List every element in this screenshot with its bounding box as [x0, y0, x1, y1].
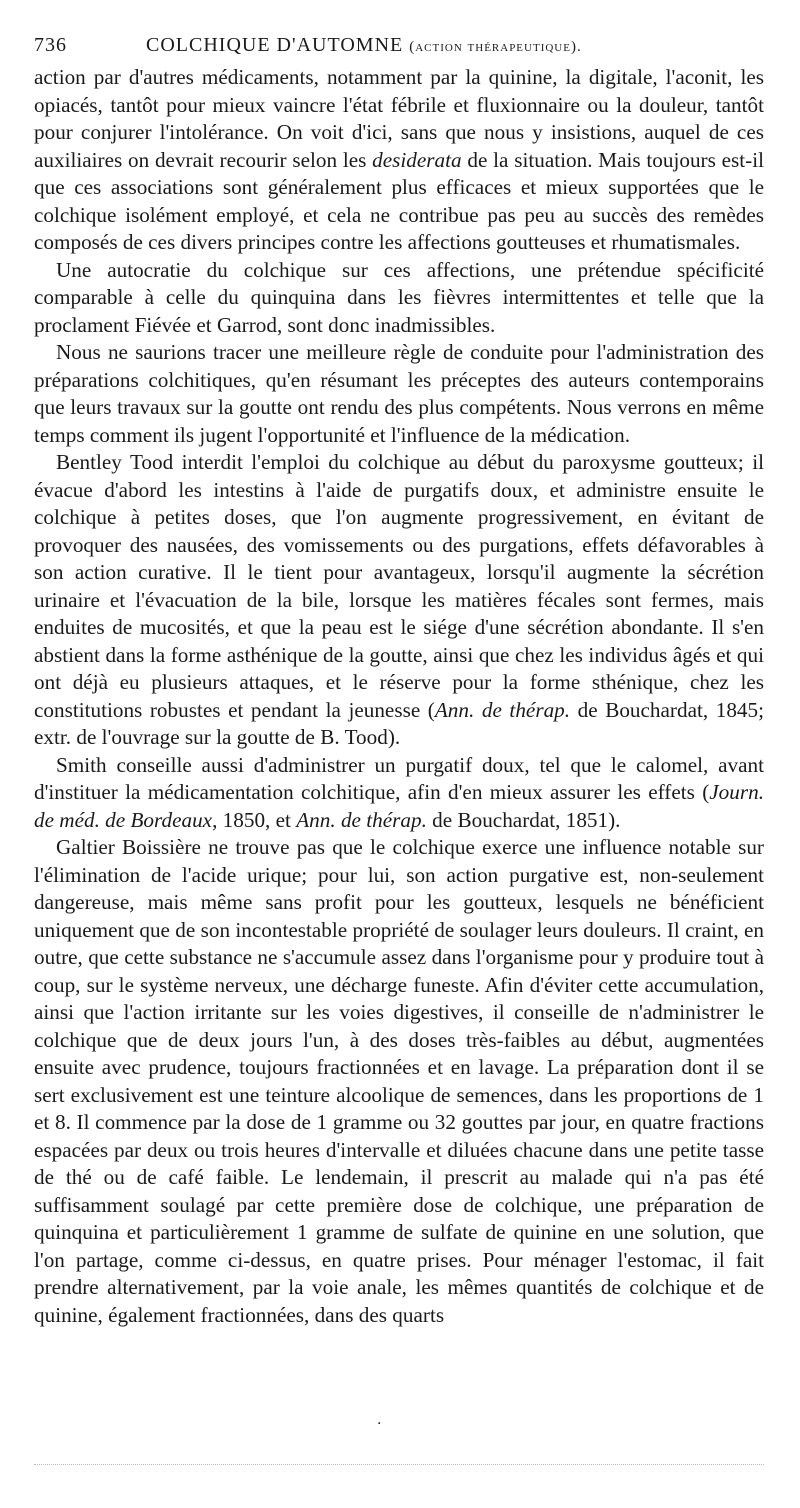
- text-run: Bentley Tood interdit l'emploi du colchique au début du paroxysme goutteux; il évacue d'abord les intestins à l'aide de purgatifs doux, et administre ensuite le colchique à petites doses, que l'on augmente progressivement, en évitant de provoquer des nausées, des vomissements ou des purgations, effets défavorables à son action curative. Il le tient pour avantageux, lorsqu'il augmente la sécrétion urinaire et l'évacuation de la bile, lorsque les matières fécales sont fermes, mais enduites de mucosités, et que la peau est le siége d'une sécrétion abondante. Il s'en abstient dans la forme asthénique de la goutte, ainsi que chez les individus âgés et qui ont déjà eu plusieurs attaques, et le réserve pour la forme sthénique, chez les constitutions robustes et pendant la jeunesse (: [34, 450, 764, 722]
- text-run: de la situation. Mais toujours est-il que ces associations sont généralement plus efficaces et mieux supportées que le colchique isolément employé, et cela ne contribue pas peu au succès des remèdes composés de ces divers principes contre les affections goutteuses et rhumatismales.: [34, 147, 764, 254]
- text-run: Nous ne saurions tracer une meilleure règle de conduite pour l'administration des préparations colchitiques, qu'en résumant les préceptes des auteurs contemporains que leurs travaux sur la goutte ont rendu des plus compétents. Nous verrons en même temps comment ils jugent l'opportunité et l'influence de la médication.: [34, 340, 764, 447]
- italic-text: Ann. de thérap.: [434, 697, 571, 722]
- text-run: Galtier Boissière ne trouve pas que le colchique exerce une influence notable sur l'élimination de l'acide urique; pour lui, son action purgative est, non-seulement dangereuse, mais même sans profit pour les goutteux, lesquels ne bénéficient uniquement que de son incontestable propriété de soulager leurs douleurs. Il craint, en outre, que cette substance ne s'accumule assez dans l'organisme pour y produire tout à coup, sur le système nerveux, une décharge funeste. Afin d'éviter cette accumulation, ainsi que l'action irritante sur les voies digestives, il conseille de n'administrer le colchique que de deux jours l'un, à des doses très-faibles au début, augmentées ensuite avec prudence, toujours fractionnées et en lavage. La préparation dont il se sert exclusivement est une teinture alcoolique de semences, dans les proportions de 1 et 8. Il commence par la dose de 1 gramme ou 32 gouttes par jour, en quatre fractions espacées par deux ou trois heures d'intervalle et diluées chacune dans une petite tasse de thé ou de café faible. Le lendemain, il prescrit au malade qui n'a pas été suffisamment soulagé par cette première dose de colchique, une préparation de quinquina et particulièrement 1 gramme de sulfate de quinine en une solution, que l'on partage, comme ci-dessus, en quatre prises. Pour ménager l'estomac, il fait prendre alternativement, par la voie anale, les mêmes quantités de colchique et de quinine, également fractionnées, dans des quarts: [34, 835, 764, 1327]
- footer-rule: [34, 1464, 764, 1465]
- text-run: Smith conseille aussi d'administrer un purgatif doux, tel que le calomel, avant d'instituer la médicamentation colchitique, afin d'en mieux assurer les effets (: [34, 752, 764, 804]
- body-text: [34, 64, 764, 1329]
- italic-text: Ann. de thérap.: [296, 807, 427, 832]
- running-title-subtitle: (action thérapeutique).: [409, 39, 582, 55]
- text-run: de Bouchardat, 1845; extr. de l'ouvrage sur la goutte de B. Tood).: [34, 697, 765, 749]
- text-run: Une autocratie du colchique sur ces affections, une prétendue spécificité comparable à celle du quinquina dans les fièvres intermittentes et telle que la proclament Fiévée et Garrod, sont donc inadmissibles.: [34, 257, 764, 337]
- text-run: de Bouchardat, 1851).: [426, 807, 621, 832]
- page-mark: ·: [377, 1416, 382, 1432]
- running-header: [34, 30, 764, 64]
- page-number: 736: [34, 34, 67, 56]
- text-run: action par d'autres médicaments, notamment par la quinine, la digitale, l'aconit, les opiacés, tantôt pour mieux vaincre l'état fébrile et fluxionnaire ou la douleur, tantôt pour conjurer l'intolérance. On voit d'ici, sans que nous y insistions, auquel de ces auxiliaires on devrait recourir selon les: [34, 65, 764, 172]
- paragraph: [34, 64, 764, 257]
- italic-text: desiderata: [372, 147, 462, 172]
- paragraph: [34, 449, 764, 752]
- paragraph: [34, 257, 764, 340]
- italic-text: Journ. de méd. de Bordeaux: [34, 780, 764, 832]
- paragraph: [34, 339, 764, 449]
- text-run: , 1850, et: [212, 807, 297, 832]
- paragraph: [34, 834, 764, 1329]
- running-title-main: COLCHIQUE D'AUTOMNE: [146, 34, 404, 56]
- paragraph: [34, 752, 764, 835]
- running-title: [146, 34, 582, 57]
